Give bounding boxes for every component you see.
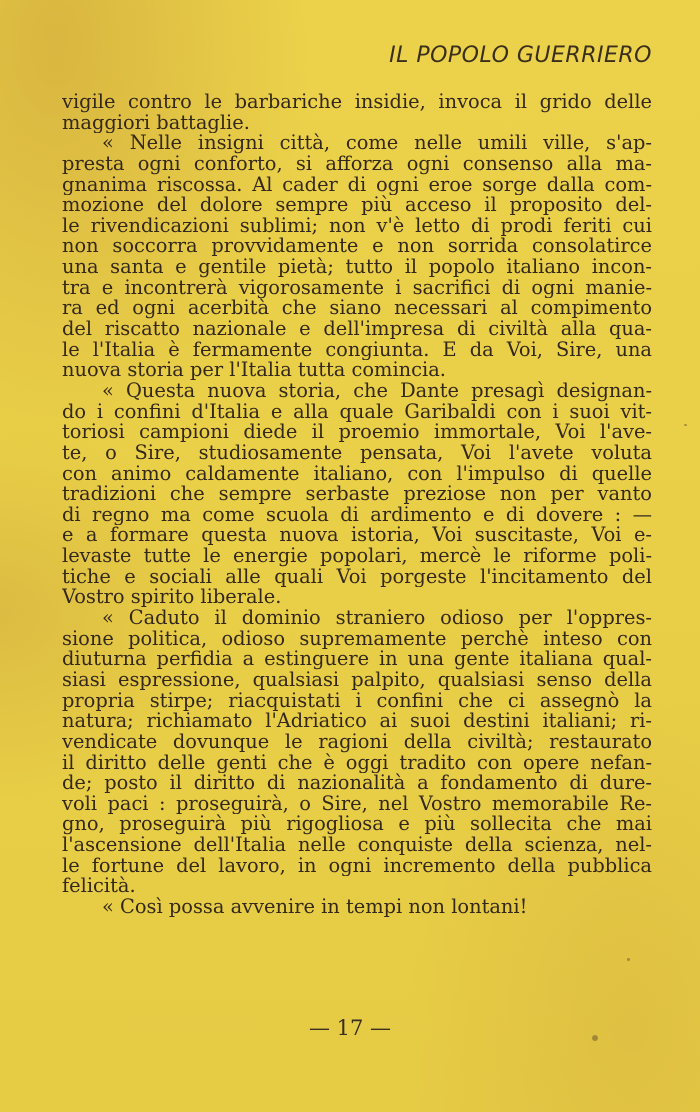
text-line: « Nelle insigni città, come nelle umili ville, s'ap- <box>102 133 652 154</box>
text-line: ra ed ogni acerbità che siano necessari al compimento <box>62 298 652 320</box>
text-line: una santa e gentile pietà; tutto il popolo italiano incon- <box>62 257 652 278</box>
text-line: Vostro spirito liberale. <box>62 587 282 609</box>
paper-speck <box>627 958 630 961</box>
text-line: vigile contro le barbariche insidie, invoca il grido delle <box>62 92 652 113</box>
text-line: nuova storia per l'Italia tutta comincia. <box>62 360 446 381</box>
text-line: mozione del dolore sempre più acceso il proposito del- <box>62 195 652 216</box>
text-line: toriosi campioni diede il proemio immortale, Voi l'ave- <box>62 422 652 443</box>
text-line: tiche e sociali alle quali Voi porgeste l'incitamento del <box>62 566 652 588</box>
paper-speck <box>684 424 687 426</box>
text-line: con animo caldamente italiano, con l'impulso di quelle <box>62 463 652 485</box>
text-line: voli paci : proseguirà, o Sire, nel Vostro memorabile Re- <box>62 793 652 815</box>
text-line: siasi espressione, qualsiasi palpito, qualsiasi senso della <box>62 669 652 691</box>
text-line: sione politica, odioso supremamente perchè inteso con <box>62 628 652 650</box>
text-line: levaste tutte le energie popolari, mercè le riforme poli- <box>62 546 652 567</box>
text-line: tra e incontrerà vigorosamente i sacrifici di ogni manie- <box>62 277 652 299</box>
text-line: « Così possa avvenire in tempi non lontani! <box>102 896 528 918</box>
text-line: propria stirpe; riacquistati i confini che ci assegnò la <box>62 690 652 712</box>
text-line: maggiori battaglie. <box>62 112 250 134</box>
text-line: le l'Italia è fermamente congiunta. E da Voi, Sire, una <box>62 339 652 361</box>
text-line: diuturna perfidia a estinguere in una gente italiana qual- <box>62 649 652 670</box>
page-number: — 17 — <box>308 1016 392 1040</box>
text-line: do i confini d'Italia e alla quale Garibaldi con i suoi vit- <box>62 401 652 423</box>
text-line: le fortune del lavoro, in ogni incremento della pubblica <box>62 855 652 877</box>
text-line: tradizioni che sempre serbaste preziose non per vanto <box>62 484 652 505</box>
text-line: non soccorra provvidamente e non sorrida consolatirce <box>62 236 652 258</box>
text-line: di regno ma come scuola di ardimento e di dovere : — <box>62 504 652 526</box>
text-line: gno, proseguirà più rigogliosa e più sollecita che mai <box>62 814 652 836</box>
text-line: vendicate dovunque le ragioni della civiltà; restaurato <box>62 731 652 753</box>
text-line: il diritto delle genti che è oggi tradito con opere nefan- <box>62 752 652 774</box>
text-line: te, o Sire, studiosamente pensata, Voi l'avete voluta <box>62 442 652 464</box>
body-text <box>62 92 652 918</box>
running-head: IL POPOLO GUERRIERO <box>389 43 652 68</box>
text-line: presta ogni conforto, si afforza ogni consenso alla ma- <box>62 153 652 175</box>
text-line: de; posto il diritto di nazionalità a fondamento di dure- <box>62 773 652 794</box>
text-line: « Questa nuova storia, che Dante presagì designan- <box>102 380 652 402</box>
text-line: e a formare questa nuova istoria, Voi suscitaste, Voi e- <box>62 525 652 547</box>
text-line: « Caduto il dominio straniero odioso per l'oppres- <box>102 608 652 629</box>
text-line: natura; richiamato l'Adriatico ai suoi destini italiani; ri- <box>62 711 652 732</box>
paper-speck <box>592 1035 598 1041</box>
text-line: le rivendicazioni sublimi; non v'è letto di prodi feriti cui <box>62 215 652 237</box>
text-line: gnanima riscossa. Al cader di ogni eroe sorge dalla com- <box>62 174 652 196</box>
text-line: l'ascensione dell'Italia nelle conquiste della scienza, nel- <box>62 835 652 856</box>
text-line: felicità. <box>62 876 136 897</box>
text-line: del riscatto nazionale e dell'impresa di civiltà alla qua- <box>62 319 652 340</box>
